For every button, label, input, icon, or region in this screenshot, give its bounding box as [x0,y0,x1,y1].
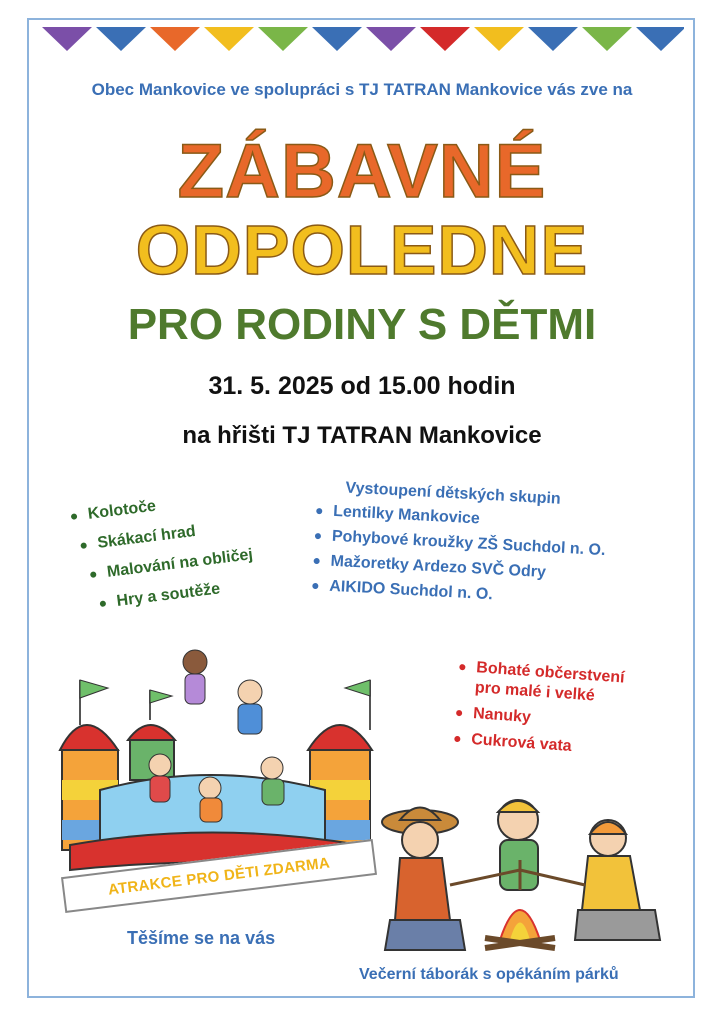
campfire-caption: Večerní táborák s opékáním párků [359,966,619,983]
list-item-continuation: pro malé i velké [474,679,596,705]
bunting-flag [96,27,146,51]
bullet-icon [71,513,78,520]
list-item: Nanuky [456,704,622,733]
list-item: AIKIDO Suchdol n. O. [312,577,603,610]
bullet-icon [454,736,460,742]
bunting-flag [204,27,254,51]
bullet-icon [90,571,97,578]
bullet-icon [459,664,465,670]
bunting-flag [366,27,416,51]
bunting-flag [420,27,470,51]
bullet-icon [80,542,87,549]
event-place: na hřišti TJ TATRAN Mankovice [182,422,542,449]
bunting-flag [258,27,308,51]
performances-heading: Vystoupení dětských skupin [345,479,562,508]
list-item: Malování na obličej [89,546,254,584]
list-item: Mažoretky Ardezo SVČ Odry [313,552,604,585]
free-attractions-banner: ATRAKCE PRO DĚTI ZDARMA [61,839,377,913]
title-line-2: ODPOLEDNE [135,211,589,289]
invitation-line: Obec Mankovice ve spolupráci s TJ TATRAN Mankovice vás zve na [91,80,633,99]
bunting-flag [528,27,578,51]
bunting-flag [42,27,92,51]
bullet-icon [312,583,318,589]
attractions-list [70,487,259,628]
bunting-flags [40,27,684,55]
list-item: Bohaté občerstvení [459,658,625,687]
list-item: Hry a soutěže [99,576,258,613]
event-date: 31. 5. 2025 od 15.00 hodin [208,372,516,400]
closing-text: Těšíme se na vás [127,928,276,948]
bullet-icon [100,600,107,607]
performances-list [312,478,609,617]
bunting-flag [474,27,524,51]
bunting-flag [636,27,684,51]
refreshments-list [453,658,625,767]
bunting-flag [582,27,632,51]
bullet-icon [315,533,321,539]
bullet-icon [456,710,462,716]
list-item: Kolotoče [70,487,247,526]
campfire-illustration [370,790,670,960]
bullet-icon [314,558,320,564]
bunting-flag [150,27,200,51]
list-item: Skákací hrad [80,516,251,555]
bullet-icon [316,508,322,514]
title-line-3: PRO RODINY S DĚTMI [127,300,597,349]
list-item: Cukrová vata [454,730,620,759]
title-line-1: ZÁBAVNÉ [177,129,547,214]
bunting-flag [312,27,362,51]
list-item: Pohybové kroužky ZŠ Suchdol n. O. [314,527,605,560]
list-item: Lentilky Mankovice [316,502,607,535]
